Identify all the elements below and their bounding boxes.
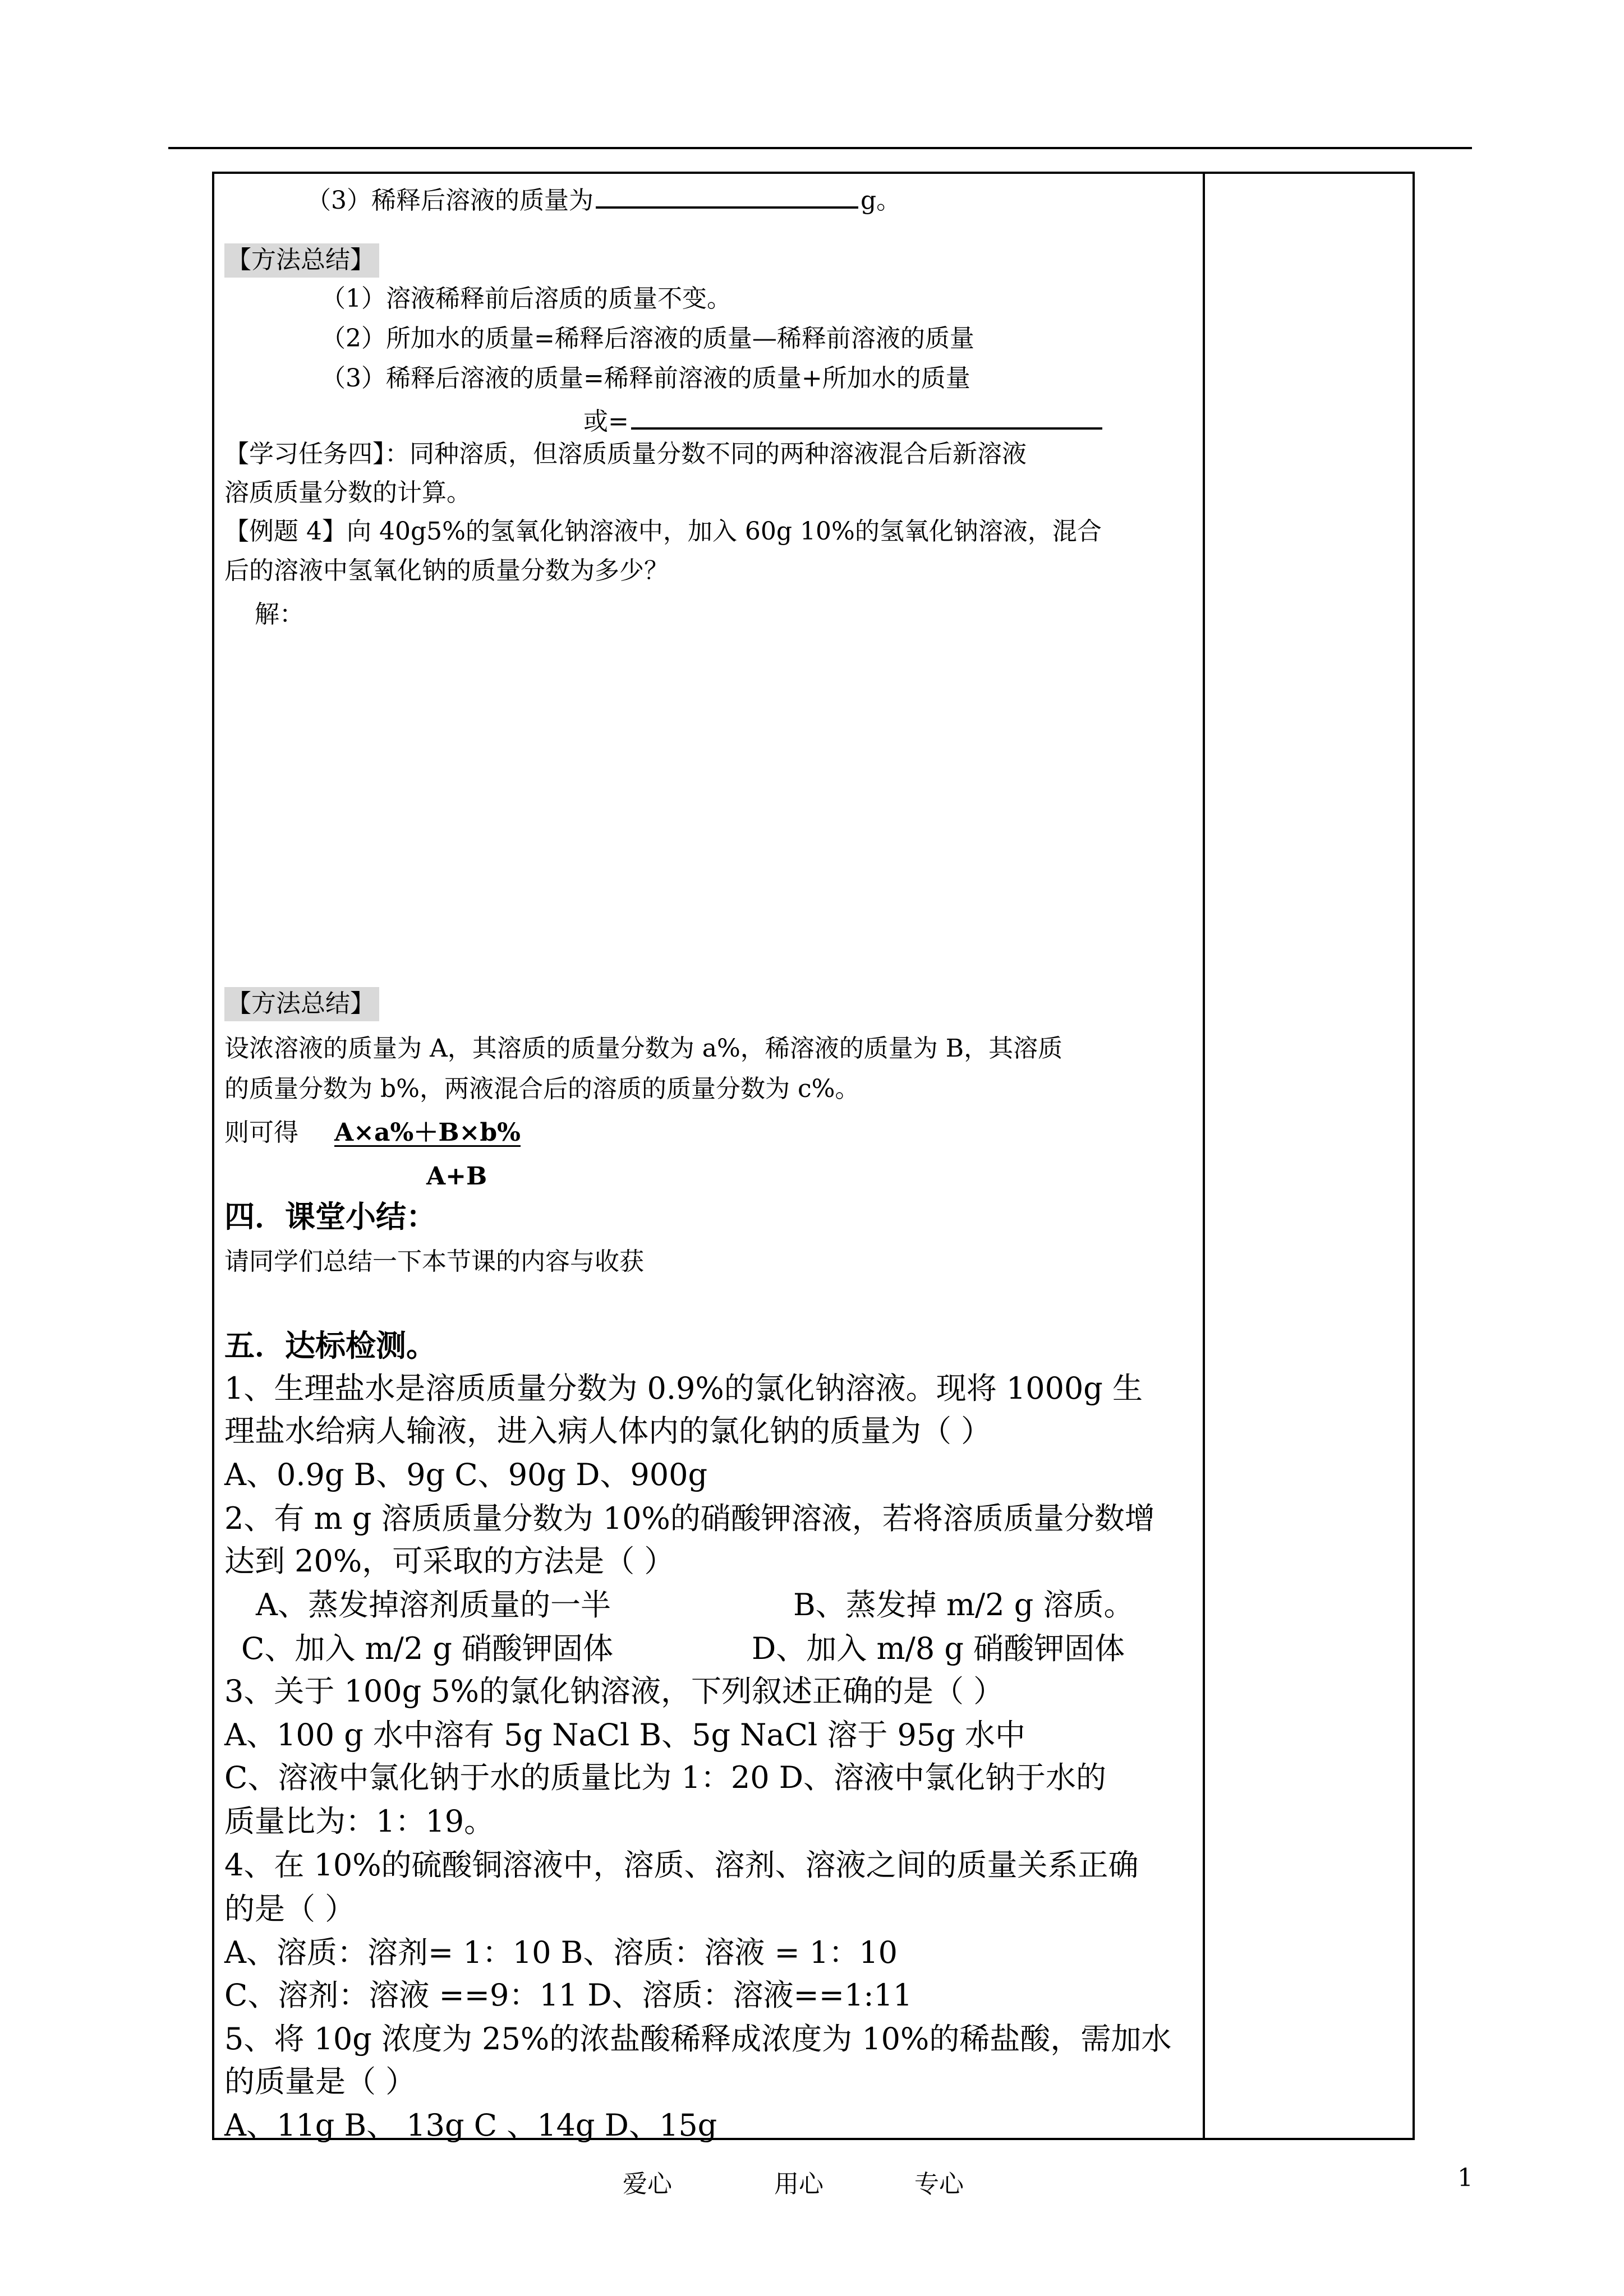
method2-label: 【方法总结】 xyxy=(224,987,379,1021)
question2-option-a: A、蒸发掉溶剂质量的一半 xyxy=(256,1587,611,1622)
mix-definition: 设浓溶液的质量为 A，其溶质的质量分数为 a%，稀溶液的质量为 B，其溶质 xyxy=(224,1034,1063,1063)
method-item-1: （1）溶液稀释前后溶质的质量不变。 xyxy=(321,284,732,313)
footer-text-1: 爱心 xyxy=(623,2170,672,2198)
question5-cont: 的质量是（ ） xyxy=(224,2064,416,2099)
method-item-4 xyxy=(583,403,1105,434)
method-item-3: （3）稀释后溶液的质量=稀释前溶液的质量+所加水的质量 xyxy=(321,364,970,393)
question1-cont: 理盐水给病人输液，进入病人体内的氯化钠的质量为（ ） xyxy=(224,1413,992,1449)
method-summary-2 xyxy=(224,989,379,1018)
example4: 【例题 4】向 40g5%的氢氧化钠溶液中，加入 60g 10%的氢氧化钠溶液，混合 xyxy=(224,517,1102,546)
question3-options-ab: A、100 g 水中溶有 5g NaCl B、5g NaCl 溶于 95g 水中 xyxy=(224,1717,1025,1753)
question4-cont: 的是（ ） xyxy=(224,1891,356,1926)
column-divider xyxy=(1203,172,1205,2140)
question1-options: A、0.9g B、9g C、90g D、900g xyxy=(224,1457,708,1492)
question5-options: A、11g B、 13g C 、14g D、15g xyxy=(224,2108,717,2143)
method-summary-1 xyxy=(224,248,379,273)
section5-title: 五．达标检测。 xyxy=(224,1327,436,1363)
formula-blank xyxy=(631,403,1102,430)
solution-label: 解： xyxy=(255,600,304,629)
page-number: 1 xyxy=(1457,2164,1473,2192)
question3-options-cont: 质量比为：1：19。 xyxy=(224,1804,495,1839)
answer-blank xyxy=(596,182,858,209)
footer-text-2: 用心 xyxy=(774,2170,823,2198)
question4-options-ab: A、溶质：溶剂= 1：10 B、溶质：溶液 = 1：10 xyxy=(224,1935,898,1970)
question2-option-c: C、加入 m/2 g 硝酸钾固体 xyxy=(241,1631,614,1666)
task4-title: 【学习任务四】：同种溶质，但溶质质量分数不同的两种溶液混合后新溶液 xyxy=(224,440,1027,468)
formula-line xyxy=(224,1118,521,1147)
question3: 3、关于 100g 5%的氯化钠溶液，下列叙述正确的是（ ） xyxy=(224,1673,1004,1709)
question2-cont: 达到 20%，可采取的方法是（ ） xyxy=(224,1543,675,1579)
part3-line xyxy=(306,182,901,213)
part3-prefix: （3）稀释后溶液的质量为 xyxy=(306,186,594,215)
question4: 4、在 10%的硫酸铜溶液中，溶质、溶剂、溶液之间的质量关系正确 xyxy=(224,1847,1139,1883)
question5: 5、将 10g 浓度为 25%的浓盐酸稀释成浓度为 10%的稀盐酸，需加水 xyxy=(224,2021,1172,2057)
mix-definition-cont: 的质量分数为 b%，两液混合后的溶质的质量分数为 c%。 xyxy=(224,1075,860,1103)
method-item-4-text: 或= xyxy=(583,407,629,436)
question2-option-b: B、蒸发掉 m/2 g 溶质。 xyxy=(793,1587,1134,1622)
method-item-2: （2）所加水的质量=稀释后溶液的质量—稀释前溶液的质量 xyxy=(321,324,974,353)
task4-title-cont: 溶质质量分数的计算。 xyxy=(224,478,471,507)
formula-prefix: 则可得 xyxy=(224,1118,298,1147)
method-label: 【方法总结】 xyxy=(224,243,379,278)
question1: 1、生理盐水是溶质质量分数为 0.9%的氯化钠溶液。现将 1000g 生 xyxy=(224,1371,1143,1406)
question2-option-d: D、加入 m/8 g 硝酸钾固体 xyxy=(752,1631,1125,1666)
footer-text-3: 专心 xyxy=(914,2170,964,2198)
formula-numerator: A×a%＋B×b% xyxy=(334,1118,521,1147)
example4-cont: 后的溶液中氢氧化钠的质量分数为多少？ xyxy=(224,556,669,585)
section4-title: 四．课堂小结： xyxy=(224,1198,436,1234)
formula-denominator: A+B xyxy=(426,1162,487,1191)
question2: 2、有 m g 溶质质量分数为 10%的硝酸钾溶液，若将溶质质量分数增 xyxy=(224,1501,1155,1536)
part3-suffix: g。 xyxy=(861,186,901,215)
header-rule xyxy=(168,147,1472,149)
question4-options-cd: C、溶剂：溶液 ==9：11 D、溶质：溶液==1:11 xyxy=(224,1977,913,2013)
section4-text: 请同学们总结一下本节课的内容与收获 xyxy=(224,1247,644,1276)
question3-options-cd: C、溶液中氯化钠于水的质量比为 1：20 D、溶液中氯化钠于水的 xyxy=(224,1760,1107,1795)
